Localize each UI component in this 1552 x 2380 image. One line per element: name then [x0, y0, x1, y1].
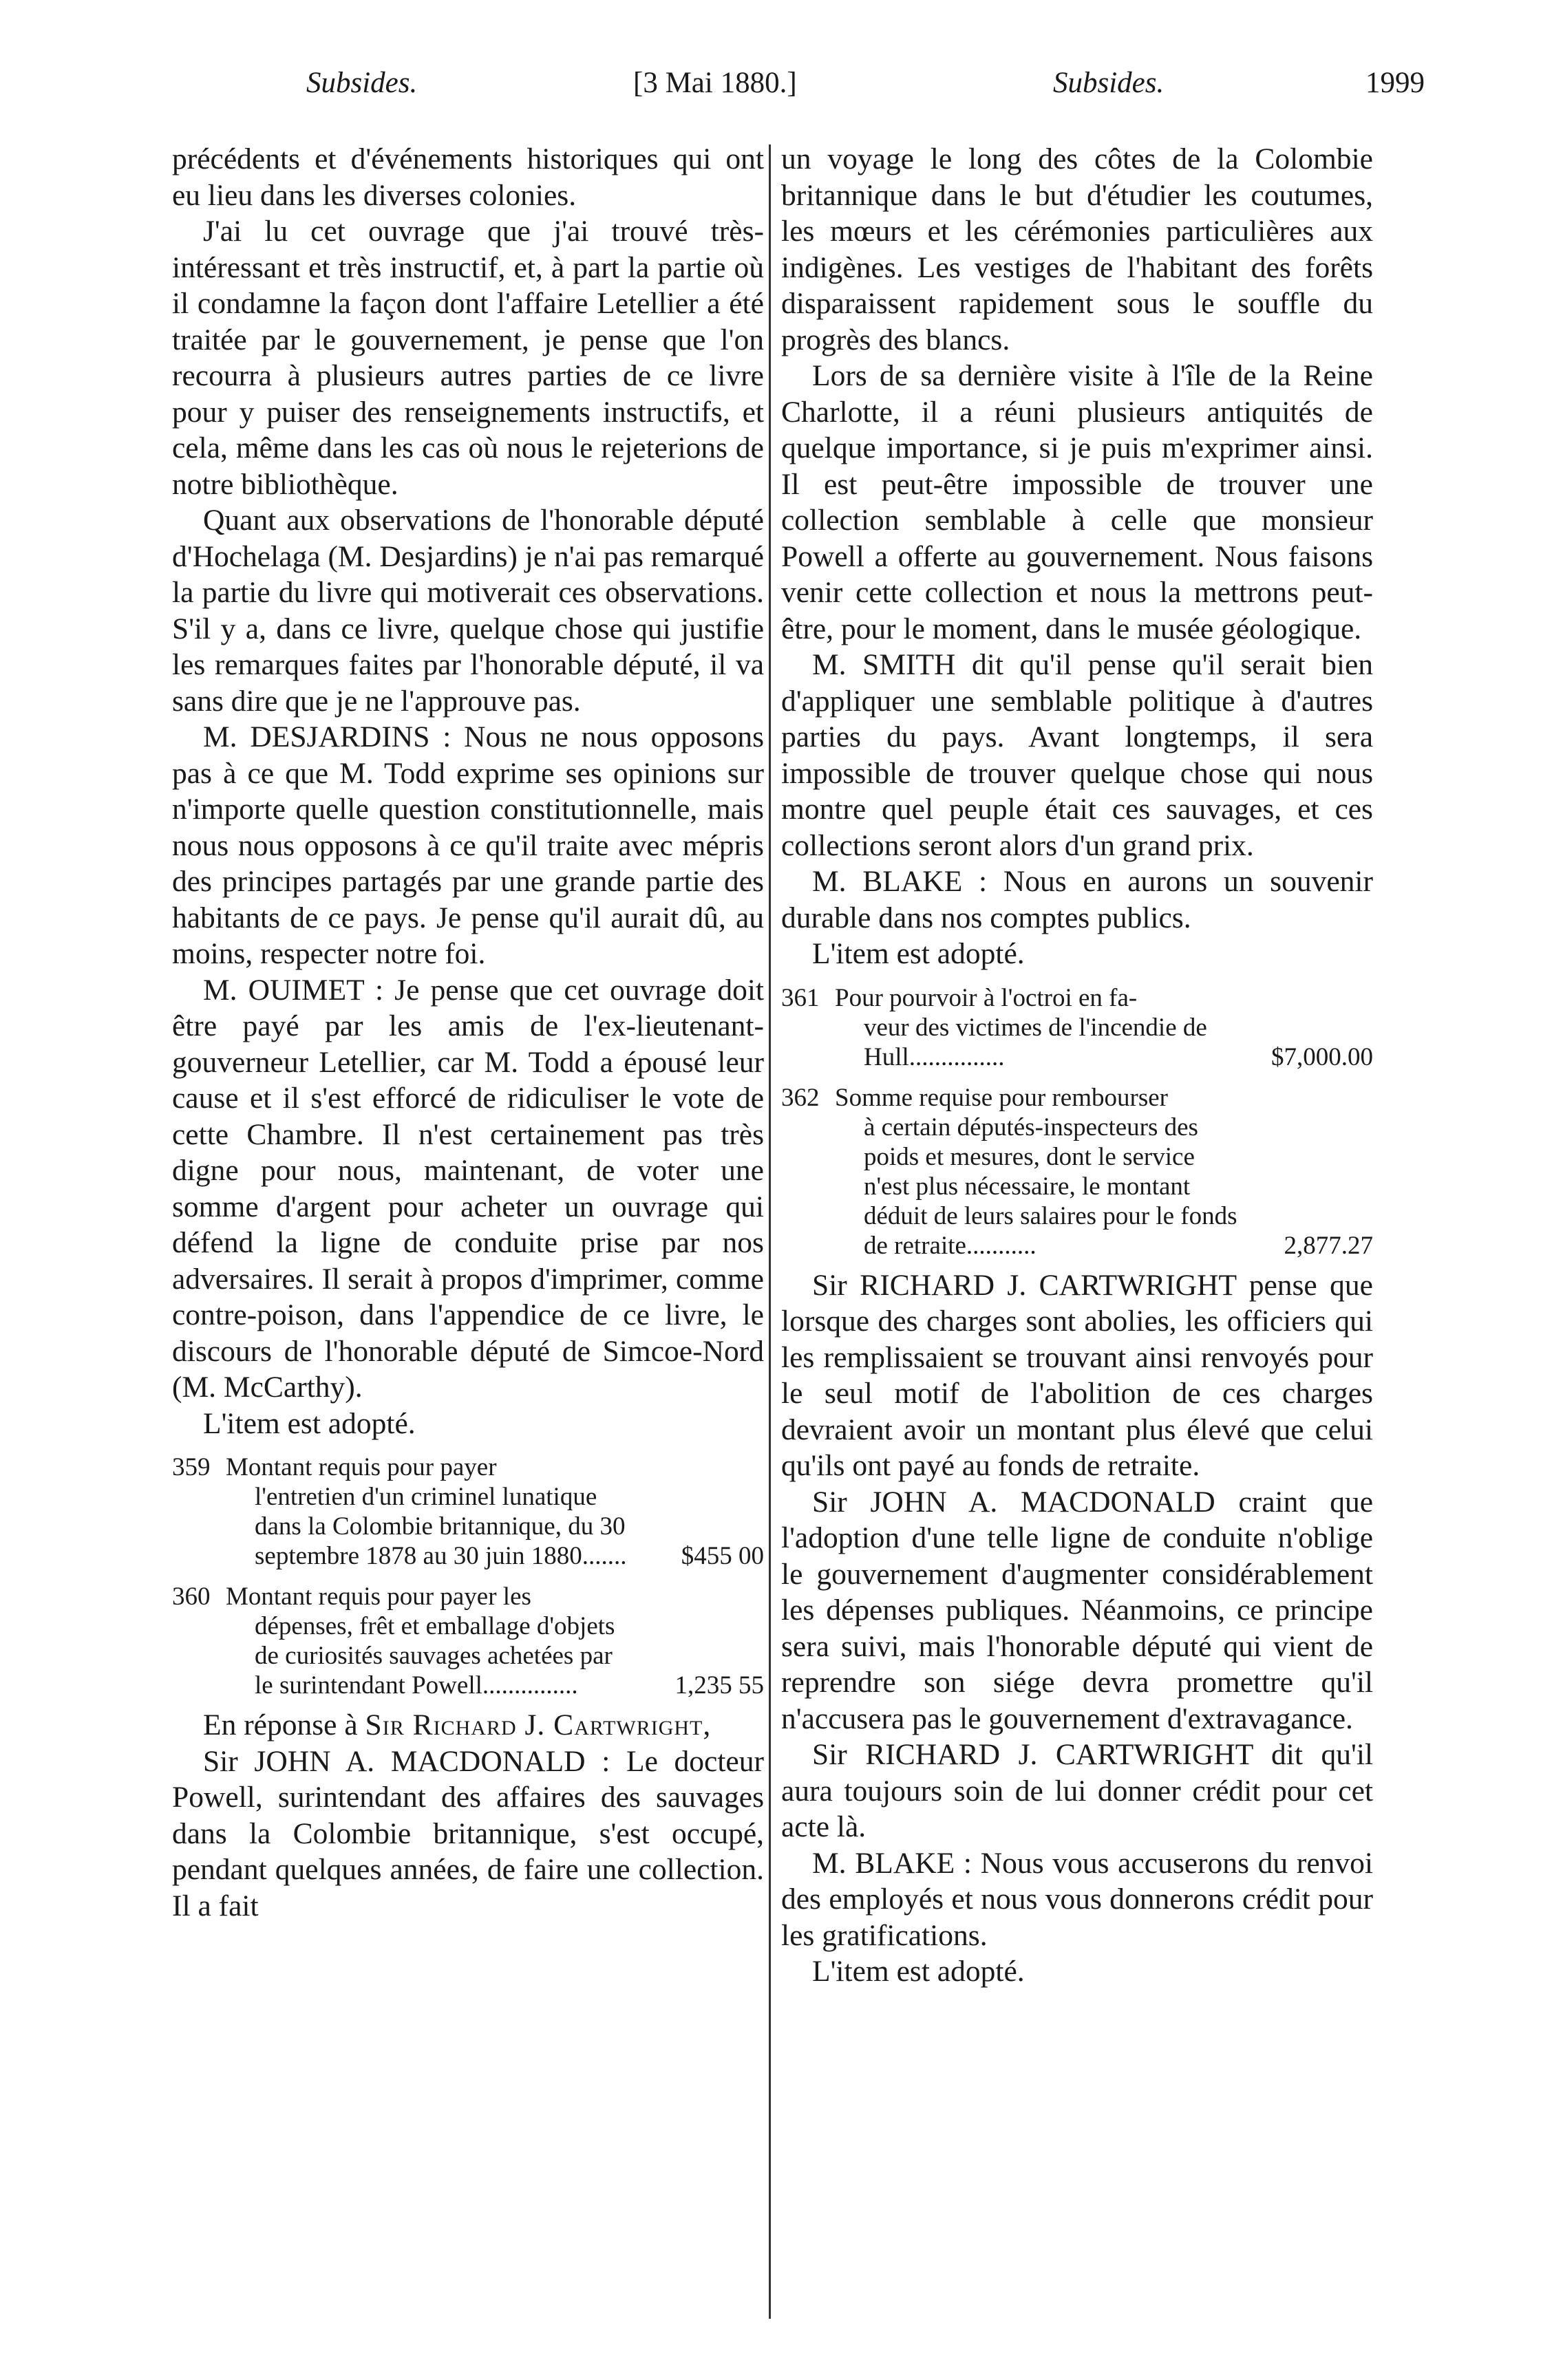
item-amount: 1,235 55	[674, 1671, 764, 1700]
left-column	[172, 141, 764, 1924]
speaker-name: Sir RICHARD J. CARTWRIGHT	[812, 1268, 1237, 1302]
header-date: [3 Mai 1880.]	[633, 67, 797, 99]
speaker-name: Sir Richard J. Cartwright,	[365, 1708, 712, 1741]
item-desc-rest: l'entretien d'un criminel lunatique dans la Colombie britannique, du 30 septembre 1878 au 30 juin 1880.......	[255, 1483, 627, 1570]
right-column	[781, 141, 1373, 1990]
speaker-name: M. BLAKE :	[812, 865, 988, 898]
speech-text: dit qu'il pense qu'il serait bien d'appliquer une semblable politique à d'autres parties du pays. Avant longtemps, il sera impossible de trouver quelque chose qui nous montre quel peuple était ces sauvages, et ces collections seront alors d'un grand prix.	[781, 648, 1374, 862]
item-number: 362	[781, 1083, 820, 1112]
item-desc-rest: dépenses, frêt et emballage d'objets de curiosités sauvages achetées par le surintendant Powell...............	[255, 1612, 615, 1700]
item-desc-rest: à certain députés-inspecteurs des poids et mesures, dont le service n'est plus nécessaire, le montant déduit de leurs salaires pour le fonds de retraite...........	[864, 1113, 1237, 1260]
speaker-name: M. DESJARDINS :	[203, 720, 451, 753]
budget-item-360	[172, 1582, 764, 1700]
item-description	[835, 1083, 1242, 1261]
speech-text: pense que lorsque des charges sont abolies, les officiers qui les remplissaient se trouvant ainsi renvoyés pour le seul motif de l'abolition de ces charges devraient avoir un montant plus élevé que celui qu'ils ont payé au fonds de retraite.	[781, 1268, 1373, 1482]
paragraph: précédents et d'événements historiques qui ont eu lieu dans les diverses colonies.	[172, 142, 764, 212]
paragraph: J'ai lu cet ouvrage que j'ai trouvé très-intéressant et très instructif, et, à part la partie où il condamne la façon dont l'affaire Letellier a été traitée par le gouvernement, je pense que l'on recourra à plusieurs autres parties de ce livre pour y puiser des renseignements instructifs, et cela, même dans les cas où nous le rejeterions de notre bibliothèque.	[172, 215, 764, 501]
speaker-name: Sir JOHN A. MACDONALD :	[203, 1744, 610, 1778]
paragraph	[781, 1484, 1373, 1737]
speaker-name: Sir RICHARD J. CARTWRIGHT	[812, 1738, 1253, 1771]
speaker-name: M. OUIMET :	[203, 973, 384, 1007]
budget-item-361	[781, 983, 1373, 1072]
page-header	[172, 66, 1432, 114]
speaker-name: M. SMITH	[812, 648, 956, 681]
paragraph	[172, 1744, 764, 1925]
adopted-note: L'item est adopté.	[203, 1406, 416, 1440]
budget-item-362	[781, 1083, 1373, 1261]
speech-text: En réponse à	[203, 1708, 365, 1741]
item-amount: 2,877.27	[1284, 1231, 1373, 1260]
item-desc-line: Pour pourvoir à l'octroi en fa-	[835, 983, 1138, 1012]
paragraph	[172, 1707, 764, 1744]
paragraph	[781, 864, 1373, 936]
item-description	[226, 1452, 633, 1571]
speech-text: Nous vous accuserons du renvoi des employés et nous vous donnerons crédit pour les gratifications.	[781, 1846, 1373, 1952]
paragraph: Quant aux observations de l'honorable député d'Hochelaga (M. Desjardins) je n'ai pas remarqué la partie du livre qui motiverait ces observations. S'il y a, dans ce livre, quelque chose qui justifie les remarques faites par l'honorable député, il va sans dire que je ne l'approuve pas.	[172, 504, 764, 718]
paragraph	[781, 1267, 1373, 1484]
paragraph: un voyage le long des côtes de la Colombie britannique dans le but d'étudier les coutumes, les mœurs et les cérémonies particulières aux indigènes. Les vestiges de l'habitant des forêts disparaissent rapidement sous le souffle du progrès des blancs.	[781, 142, 1373, 356]
speaker-name: M. BLAKE :	[812, 1846, 972, 1880]
speech-text: Je pense que cet ouvrage doit être payé par les amis de l'ex-lieutenant-gouverneur Letellier, car M. Todd a épousé leur cause et il s'est efforcé de ridiculiser le vote de cette Chambre. Il n'est certainement pas très digne pour nous, maintenant, de voter une somme d'argent pour acheter un ouvrage qui défend la ligne de conduite prise par nos adversaires. Il serait à propos d'imprimer, comme contre-poison, dans l'appendice de ce livre, le discours de l'honorable député de Simcoe-Nord (M. McCarthy).	[172, 973, 764, 1404]
item-desc-rest: veur des victimes de l'incendie de Hull...............	[864, 1013, 1207, 1071]
adopted-note: L'item est adopté.	[812, 1955, 1025, 1988]
item-number: 359	[172, 1453, 211, 1481]
item-number: 361	[781, 983, 820, 1012]
paragraph	[781, 647, 1373, 864]
speech-text: Le docteur Powell, surintendant des affaires des sauvages dans la Colombie britannique, s'est occupé, pendant quelques années, de faire une collection. Il a fait	[172, 1744, 764, 1922]
paragraph	[781, 1845, 1373, 1954]
column-divider	[769, 144, 771, 2319]
item-description	[835, 983, 1242, 1072]
speech-text: Nous ne nous opposons pas à ce que M. Todd exprime ses opinions sur n'importe quelle question constitutionnelle, mais nous nous opposons à ce qu'il traite avec mépris des principes partagés par une grande partie des habitants de ce pays. Je pense qu'il aurait dû, au moins, respecter notre foi.	[172, 720, 764, 970]
adopted-note: L'item est adopté.	[812, 937, 1025, 970]
page-number: 1999	[1365, 67, 1425, 99]
item-amount: $7,000.00	[1271, 1042, 1373, 1071]
item-amount: $455 00	[681, 1542, 764, 1570]
item-description	[226, 1582, 633, 1700]
budget-item-359	[172, 1452, 764, 1571]
item-desc-line: Somme requise pour rembourser	[835, 1083, 1168, 1112]
paragraph	[781, 1737, 1373, 1845]
paragraph: Lors de sa dernière visite à l'île de la Reine Charlotte, il a réuni plusieurs antiquités de quelque importance, si je puis m'exprimer ainsi. Il est peut-être impossible de trouver une collection semblable à celle que monsieur Powell a offerte au gouvernement. Nous faisons venir cette collection et nous la mettrons peut-être, pour le moment, dans le musée géologique.	[781, 359, 1373, 645]
speaker-name: Sir JOHN A. MACDONALD	[812, 1485, 1215, 1519]
speech-text: craint que l'adoption d'une telle ligne de conduite n'oblige le gouvernement d'augmenter considérablement les dépenses publiques. Néanmoins, ce principe sera suivi, mais l'honorable député qui vient de reprendre son siége devra promettre qu'il n'accusera pas le gouvernement d'extravagance.	[781, 1485, 1373, 1735]
paragraph	[172, 719, 764, 972]
item-desc-line: Montant requis pour payer	[226, 1453, 497, 1481]
header-left-title: Subsides.	[306, 67, 418, 99]
paragraph	[172, 972, 764, 1406]
speech-text: Nous en aurons un souvenir durable dans nos comptes publics.	[781, 865, 1373, 934]
speech-text: dit qu'il aura toujours soin de lui donner crédit pour cet acte là.	[781, 1738, 1373, 1843]
item-desc-line: Montant requis pour payer les	[226, 1583, 531, 1611]
item-number: 360	[172, 1583, 211, 1611]
header-right-title: Subsides.	[1053, 67, 1165, 99]
